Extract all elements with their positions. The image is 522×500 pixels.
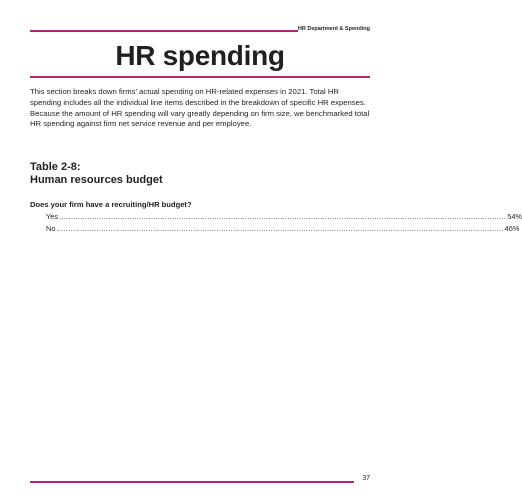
- footer-rule: [30, 481, 354, 483]
- title-rule: [30, 76, 370, 78]
- row-label: Yes: [46, 212, 59, 221]
- table-title: Human resources budget: [30, 174, 163, 186]
- header-rule: [30, 30, 298, 32]
- row-label: No: [46, 223, 56, 233]
- table-rows: [46, 212, 522, 235]
- page-number: 37: [362, 475, 370, 482]
- dot-leader: ..............................................................................................................................................................................................: [59, 212, 507, 221]
- dot-leader: ..............................................................................................................................................................................................: [56, 223, 504, 233]
- page-title: HR spending: [115, 40, 285, 71]
- table-heading: [30, 161, 330, 187]
- row-value: 46%: [504, 223, 520, 233]
- table-row-yes: [46, 212, 522, 224]
- table-row-no: [46, 223, 520, 236]
- row-value: 54%: [507, 212, 522, 221]
- section-label: HR Department & Spending: [297, 26, 370, 32]
- table-question: Does your firm have a recruiting/HR budget?: [30, 200, 192, 209]
- intro-paragraph: This section breaks down firms' actual spending on HR-related expenses in 2021. Total HR spending includes all the individual line items described in the breakdown of specific HR expenses. Because the amount of HR spending will vary greatly depending on firm size, we benchmarked total HR spending against firm net service revenue and per employee.: [30, 87, 370, 129]
- table-number: Table 2-8:: [30, 161, 81, 173]
